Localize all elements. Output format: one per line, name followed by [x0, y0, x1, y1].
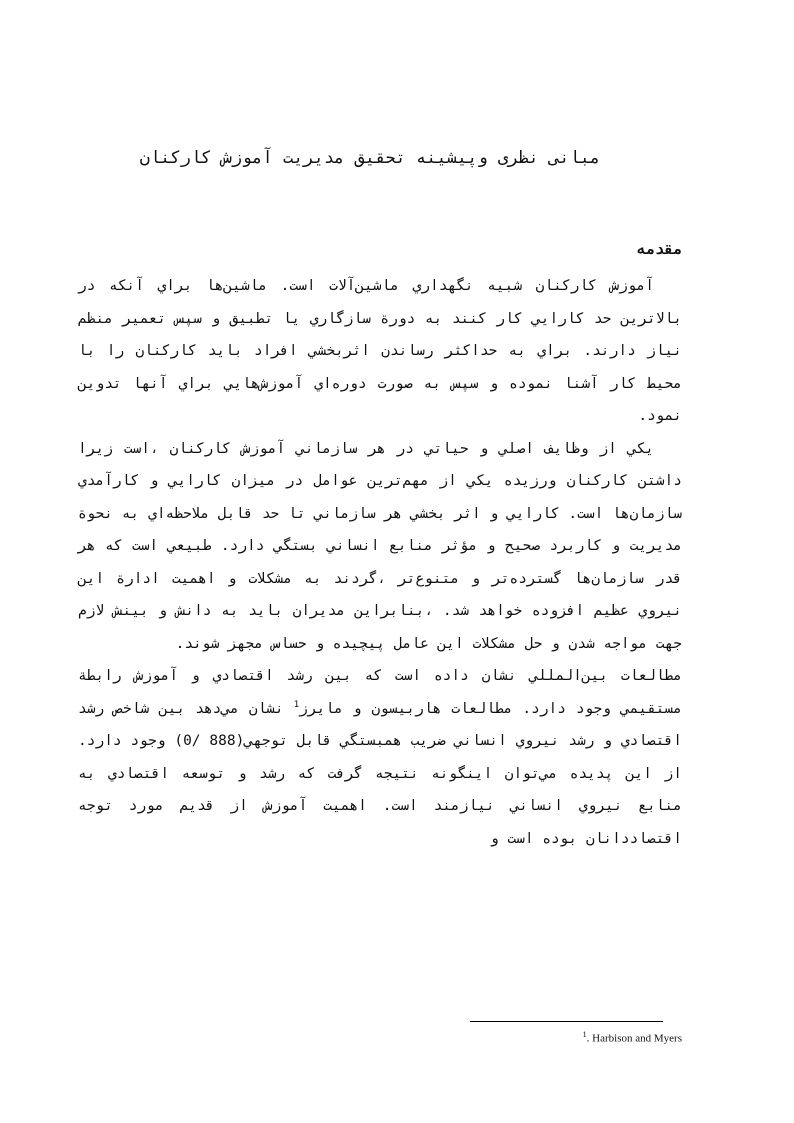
footnote-text: . Harbison and Myers [586, 1032, 682, 1045]
body-text [78, 270, 682, 855]
footnote [520, 1030, 682, 1045]
paragraph-2: يكي از وظايف اصلي و حياتي در هر سازماني آموزش كاركنان ،است زيرا داشتن كاركنان ورزيده يكي از مهم‌ترين عوامل در ميزان كارايي و كارآمدي سازمان‌ها است. كارايي و اثر بخشي هر سازماني تا حد قابل ملاحظه‌اي به نحوة مديريت و كاربرد صحيح و مؤثر منابع انساني بستگي دارد. طبيعي است كه هر قدر سازمان‌ها گسترده‌تر و متنوع‌تر ،گردند به مشكلات و اهميت ادارة اين نيروي عظيم افزوده خواهد شد. ،بنابراين مديران بايد به دانش و بينش لازم جهت مواجه شدن و حل مشكلات اين عامل پيچيده و حساس مجهز شوند. [78, 440, 682, 652]
document-title: مبانی نظری وپیشینه تحقیق مدیریت آموزش کارکنان [139, 148, 601, 168]
paragraph-3 [78, 660, 682, 855]
footnote-reference: 1 [293, 699, 300, 710]
paragraph-3-text-end: نشان مي‌دهد بين شاخص رشد اقتصادي و رشد نيروي انساني ضريب همبستگي قابل توجهي(888 /0) وجود دارد. از اين پديده مي‌توان اينگونه نتيجه گرفت كه رشد و توسعه اقتصادي به منابع نيروي انساني نيازمند است. اهميت آموزش از قديم مورد توجه اقتصاددانان بوده است و [78, 700, 682, 847]
paragraph-1: آموزش كاركنان شبيه نگهداري ماشين‌آلات است. ماشين‌ها براي آنكه در بالاترين حد كارايي كار كنند به دورة سازگاري يا تطبيق و سپس تعمير منظم نياز دارند. براي به حداكثر رساندن اثربخشي افراد بايد كاركنان را با محيط كار آشنا نموده و سپس به صورت دوره‌اي آموزش‌هايي براي آنها تدوين نمود. [78, 278, 682, 424]
footnote-number: 1 [582, 1030, 587, 1039]
footnote-separator [470, 1021, 663, 1022]
section-heading: مقدمه [636, 240, 682, 258]
paragraph-3-text-start: مطالعات بين‌المللي نشان داده است كه بين رشد اقتصادي و آموزش رابطة مستقيمي وجود دارد. مطالعات هاربيسون و مايرز [78, 668, 682, 717]
